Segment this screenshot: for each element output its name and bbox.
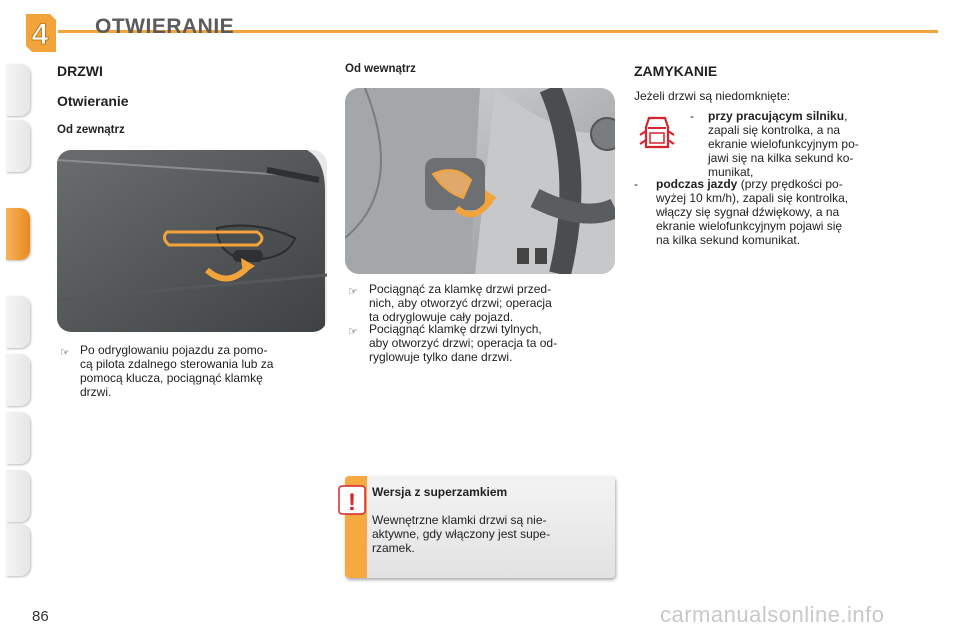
inside-instruction-rear: Pociągnąć klamkę drzwi tylnych, aby otworzyć drzwi; operacja ta od- ryglowuje tylko dane drzwi. [369,322,558,364]
bullet-icon: ☞ [348,326,358,338]
dash-marker: - [634,177,638,191]
bullet-icon: ☞ [348,286,358,298]
dash-marker: - [690,109,694,123]
chapter-tab-4-active[interactable] [6,208,30,260]
outside-instruction: Po odryglowaniu pojazdu za pomo- cą pilota zdalnego sterowania lub za pomocą klucza, pociągnąć klamkę drzwi. [80,343,274,399]
svg-text:!: ! [348,489,356,516]
warning-exclamation-icon [337,484,367,516]
bullet-icon: ☞ [60,347,70,359]
section-heading-closing: ZAMYKANIE [634,63,718,79]
chapter-tab-1[interactable] [6,64,30,116]
chapter-badge [22,12,58,54]
outside-handle-illustration [57,150,327,332]
door-open-warning-icon [638,113,676,153]
chapter-tab-2[interactable] [6,120,30,172]
subheading-opening: Otwieranie [57,93,129,109]
chapter-tab-7[interactable] [6,412,30,464]
closing-item-driving: podczas jazdy (przy prędkości po- wyżej 10 km/h), zapali się kontrolka, włączy się sygnał dźwiękowy, a na ekranie wielofunkcyjnym pojawi się na kilka sekund komunikat. [656,177,849,247]
heading-from-outside: Od zewnątrz [57,124,125,136]
page-number: 86 [32,608,49,625]
chapter-tab-9[interactable] [6,524,30,576]
chapter-tab-8[interactable] [6,470,30,522]
chapter-tab-rail [0,64,34,576]
section-heading-doors: DRZWI [57,63,103,79]
closing-intro: Jeżeli drzwi są niedomknięte: [634,89,791,103]
chapter-number: 4 [31,18,49,51]
note-title: Wersja z superzamkiem [372,485,508,499]
watermark: carmanualsonline.info [660,602,885,627]
closing-item-engine-running: przy pracującym silniku, zapali się kontrolka, a na ekranie wielofunkcyjnym po- jawi się na kilka sekund ko- munikat, [708,109,859,179]
chapter-tab-6[interactable] [6,354,30,406]
inside-instruction-front: Pociągnąć za klamkę drzwi przed- nich, aby otworzyć drzwi; operacja ta odryglowuje cały pojazd. [369,282,552,324]
chapter-tab-5[interactable] [6,296,30,348]
inside-handle-illustration [345,88,615,274]
note-text: Wewnętrzne klamki drzwi są nie- aktywne, gdy włączony jest supe- rzamek. [372,513,551,555]
heading-from-inside: Od wewnątrz [345,63,416,75]
page-title: OTWIERANIE [95,15,235,38]
